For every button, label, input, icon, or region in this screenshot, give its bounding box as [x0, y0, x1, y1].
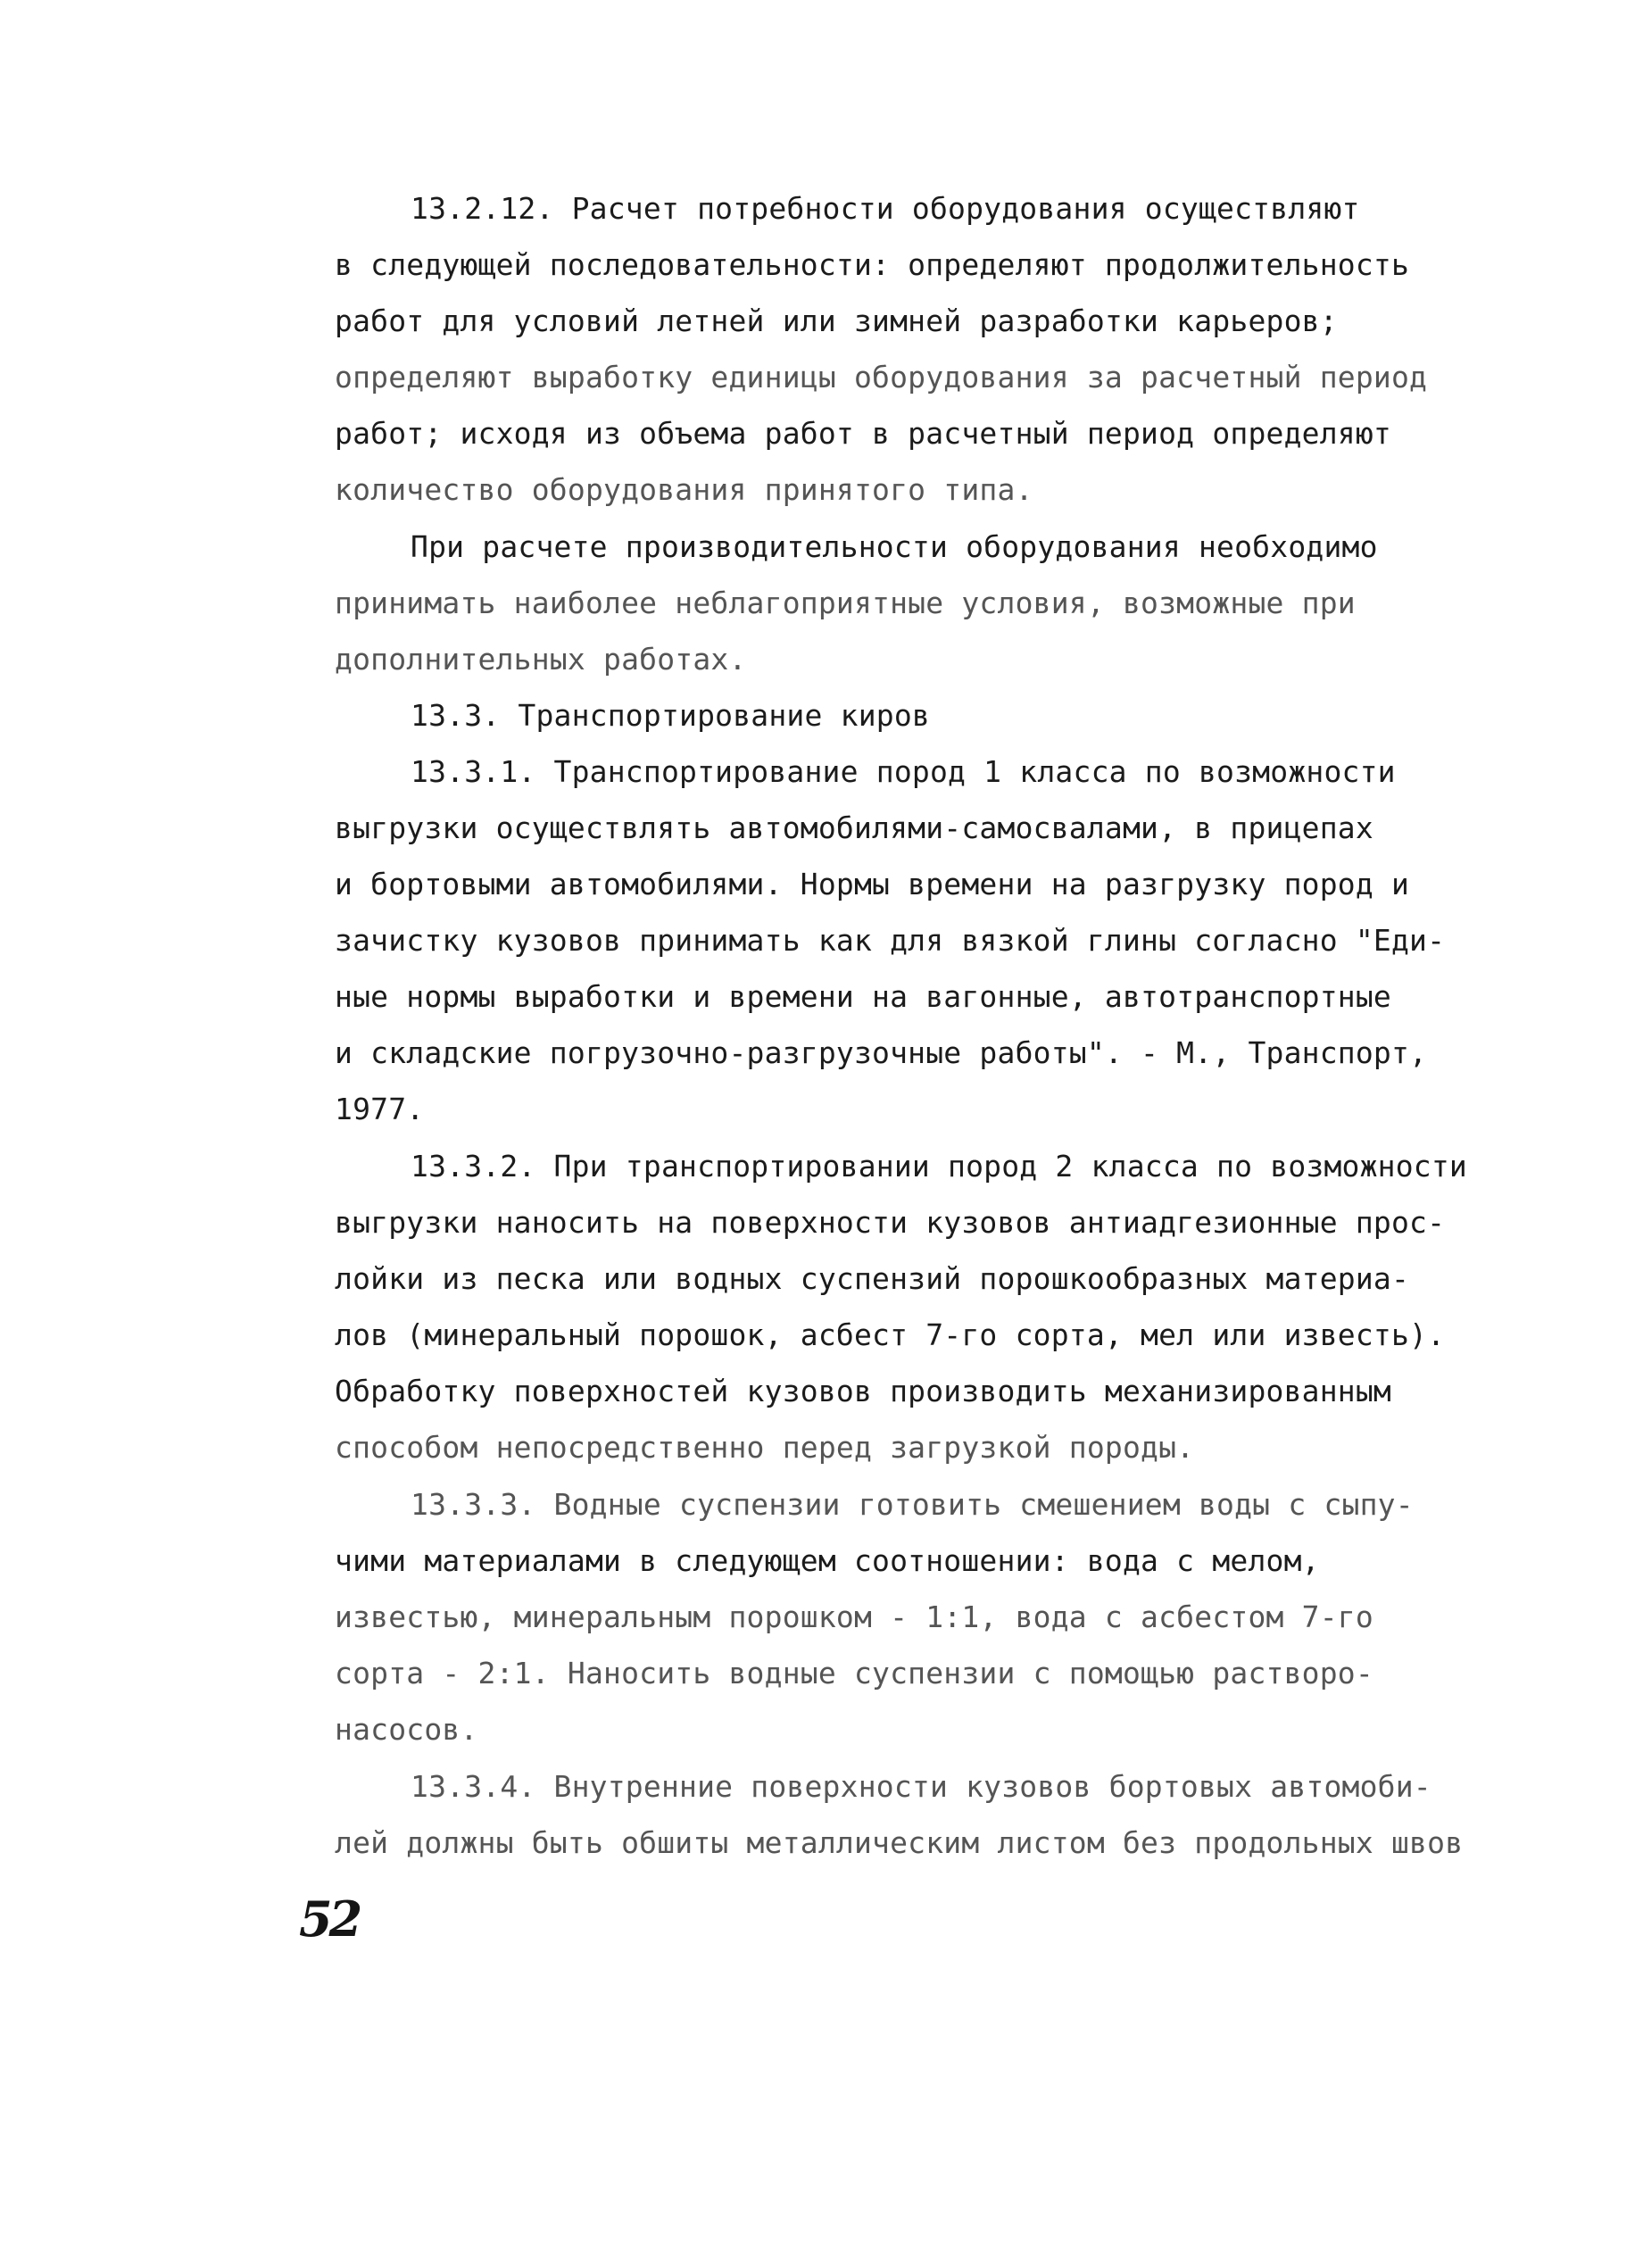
- text-line: 13.3.3. Водные суспензии готовить смешением воды с сыпу-: [411, 1487, 1414, 1522]
- text-line: определяют выработку единицы оборудования за расчетный период: [335, 360, 1428, 395]
- text-line: дополнительных работах.: [335, 642, 747, 677]
- text-line: и складские погрузочно-разгрузочные работы". - М., Транспорт,: [335, 1035, 1428, 1070]
- text-line: 13.3.1. Транспортирование пород 1 класса по возможности: [411, 754, 1396, 789]
- text-line: работ для условий летней или зимней разработки карьеров;: [335, 303, 1338, 338]
- text-line: Обработку поверхностей кузовов производить механизированным: [335, 1374, 1391, 1408]
- text-line: количество оборудования принятого типа.: [335, 472, 1033, 507]
- text-line: принимать наиболее неблагоприятные условия, возможные при: [335, 586, 1356, 620]
- text-line: способом непосредственно перед загрузкой породы.: [335, 1430, 1195, 1465]
- text-line: 13.2.12. Расчет потребности оборудования осуществляют: [411, 191, 1360, 226]
- text-line: работ; исходя из объема работ в расчетный период определяют: [335, 416, 1391, 451]
- text-line: в следующей последовательности: определяют продолжительность: [335, 247, 1410, 282]
- text-line: 13.3.4. Внутренние поверхности кузовов бортовых автомоби-: [411, 1769, 1431, 1804]
- text-line: лей должны быть обшиты металлическим листом без продольных швов: [335, 1825, 1464, 1860]
- text-line: насосов.: [335, 1712, 478, 1747]
- text-line: чими материалами в следующем соотношении: вода с мелом,: [335, 1543, 1320, 1578]
- text-line: При расчете производительности оборудования необходимо: [411, 529, 1378, 564]
- text-line: зачистку кузовов принимать как для вязкой глины согласно "Еди-: [335, 923, 1446, 958]
- section-heading: 13.3. Транспортирование киров: [411, 698, 930, 733]
- text-line: выгрузки наносить на поверхности кузовов антиадгезионные прос-: [335, 1205, 1446, 1240]
- text-line: выгрузки осуществлять автомобилями-самосвалами, в прицепах: [335, 810, 1373, 845]
- text-line: и бортовыми автомобилями. Нормы времени на разгрузку пород и: [335, 867, 1410, 901]
- page-number: 52: [299, 1890, 360, 1948]
- text-line: лов (минеральный порошок, асбест 7-го сорта, мел или известь).: [335, 1317, 1446, 1352]
- text-line: 13.3.2. При транспортировании пород 2 класса по возможности: [411, 1149, 1467, 1184]
- text-line: сорта - 2:1. Наносить водные суспензии с помощью растворо-: [335, 1656, 1373, 1691]
- text-line: ные нормы выработки и времени на вагонные, автотранспортные: [335, 979, 1391, 1014]
- text-line: 1977.: [335, 1092, 425, 1126]
- text-line: известью, минеральным порошком - 1:1, вода с асбестом 7-го: [335, 1599, 1373, 1634]
- text-line: лойки из песка или водных суспензий порошкообразных материа-: [335, 1261, 1410, 1296]
